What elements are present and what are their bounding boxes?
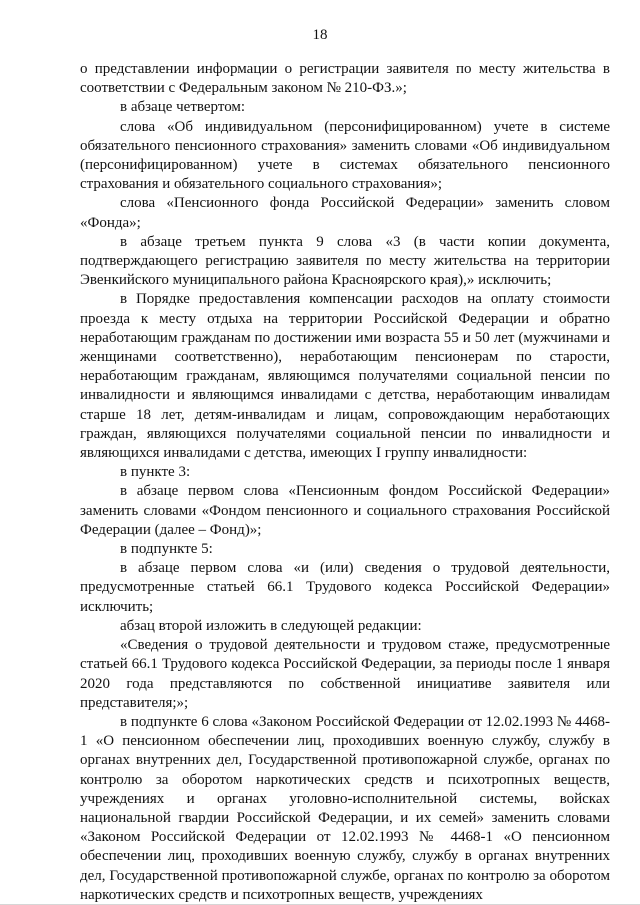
paragraph: слова «Пенсионного фонда Российской Федерации» заменить словом «Фонда»; [80, 195, 610, 231]
paragraph: в абзаце третьем пункта 9 слова «3 (в части копии документа, подтверждающего регистрацию заявителя по месту жительства на территории Эвенкийского муниципального района Красноярского края),» исключить; [80, 233, 610, 289]
paragraph: в Порядке предоставления компенсации расходов на оплату стоимости проезда к месту отдыха на территории Российской Федерации и обратно неработающим гражданам по достижении ими возраста 55 и 50 лет (мужчинами и женщинами соответственно), неработающим пенсионерам по старости, неработающим гражданам, являющимся получателями социальной пенсии по инвалидности и являющимся инвалидами с детства, неработающим инвалидам старше 18 лет, детям-инвалидам и лицам, сопровождающим неработающих граждан, являющихся получателями социальной пенсии по инвалидности и являющихся инвалидами с детства, имеющих I группу инвалидности: [80, 291, 610, 462]
paragraph: абзац второй изложить в следующей редакции: [120, 617, 422, 634]
paragraph: в абзаце первом слова «Пенсионным фондом Российской Федерации» заменить словами «Фондом пенсионного и социального страхования Российской Федерации (далее – Фонд)»; [80, 483, 610, 538]
paragraph: слова «Об индивидуальном (персонифицированном) учете в системе обязательного пенсионного страхования» заменить словами «Об индивидуальном (персонифицированном) учете в системах обязательного пенсионного страхования и обязательного социального страхования»; [80, 118, 610, 193]
paragraph: в абзаце первом слова «и (или) сведения о трудовой деятельности, предусмотренные статьей 66.1 Трудового кодекса Российской Федерации» исключить; [80, 560, 610, 615]
paragraph: в подпункте 5: [120, 541, 213, 558]
paragraph: в подпункте 6 слова «Законом Российской Федерации от 12.02.1993 № 4468-1 «О пенсионном обеспечении лиц, проходивших военную службу, службу в органах внутренних дел, Государственной противопожарной службе, органах по контролю за оборотом наркотических средств и психотропных веществ, учреждениях и органах уголовно-исполнительной системы, войсках национальной гвардии Российской Федерации, и их семей» заменить словами «Законом Российской Федерации от 12.02.1993 № 4468-1 «О пенсионном обеспечении лиц, проходивших военную службу, службу в органах внутренних дел, Государственной противопожарной службе, органах по контролю за оборотом наркотических средств и психотропных веществ, учреждениях [80, 713, 610, 903]
paragraph: «Сведения о трудовой деятельности и трудовом стаже, предусмотренные статьей 66.1 Трудового кодекса Российской Федерации, за периоды после 1 января 2020 года представляются по собственной инициативе заявителя или представителя;»; [80, 637, 610, 711]
page-number: 18 [312, 27, 328, 43]
document-body [80, 60, 610, 905]
paragraph-continuation: о представлении информации о регистрации заявителя по месту жительства в соответствии с Федеральным законом № 210-ФЗ.»; [80, 61, 610, 97]
paragraph: в абзаце четвертом: [120, 99, 246, 116]
paragraph: в пункте 3: [120, 464, 191, 481]
